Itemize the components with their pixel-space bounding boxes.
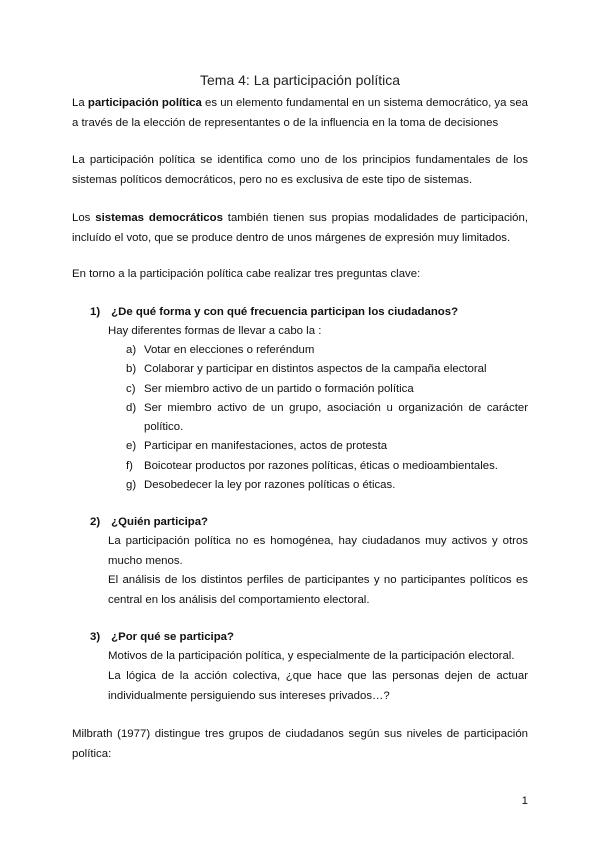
list-item xyxy=(108,476,528,495)
paragraph-4: En torno a la participación política cabe realizar tres preguntas clave: xyxy=(72,268,421,280)
list-item-text: Ser miembro activo de un partido o formación política xyxy=(144,382,414,395)
intro-post: es un elemento fundamental en un sistema democrático, ya sea a través de la elección de representantes o de la influencia en la toma de decisiones xyxy=(72,97,529,129)
question-2-text-2: El análisis de los distintos perfiles de participantes y no participantes políticos es central en los análisis del comportamiento electoral. xyxy=(108,574,528,606)
list-item xyxy=(108,399,528,438)
paragraph-3 xyxy=(72,208,528,248)
question-3-text-1: Motivos de la participación política, y especialmente de la participación electoral. xyxy=(108,650,515,662)
p3-post: también tienen sus propias modalidades de participación, incluído el voto, que se produce dentro de unos márgenes de expresión muy limitados. xyxy=(72,212,529,244)
paragraph-2: La participación política se identifica como uno de los principios fundamentales de los sistemas políticos democráticos, pero no es exclusiva de este tipo de sistemas. xyxy=(72,154,528,186)
intro-bold-term: participación política xyxy=(87,97,202,109)
question-1-intro: Hay diferentes formas de llevar a cabo la : xyxy=(108,325,322,337)
list-item xyxy=(108,380,528,399)
list-item-text: Participar en manifestaciones, actos de protesta xyxy=(144,440,388,453)
list-marker: a) xyxy=(126,344,137,356)
page-title: Tema 4: La participación política xyxy=(200,72,400,88)
paragraph-5: Milbrath (1977) distingue tres grupos de ciudadanos según sus niveles de participación política: xyxy=(72,728,528,760)
question-1-heading xyxy=(90,302,530,322)
question-3-text-2: La lógica de la acción colectiva, ¿que hace que las personas dejen de actuar individualmente persiguiendo sus intereses privados…? xyxy=(108,670,528,702)
list-item xyxy=(108,457,528,476)
list-item xyxy=(108,341,528,360)
list-item-text: Boicotear productos por razones políticas, éticas o medioambientales. xyxy=(144,459,498,472)
question-3-text: ¿Por qué se participa? xyxy=(111,631,234,643)
p3-bold-term: sistemas democráticos xyxy=(95,212,223,224)
list-item-text: Votar en elecciones o referéndum xyxy=(144,344,315,356)
list-item xyxy=(108,360,528,379)
list-marker: e) xyxy=(126,440,137,453)
list-marker: c) xyxy=(126,382,136,395)
question-2-number: 2) xyxy=(90,516,101,528)
list-marker: f) xyxy=(126,459,133,472)
question-3-heading xyxy=(90,627,530,647)
list-marker: g) xyxy=(126,479,137,492)
list-marker: b) xyxy=(126,363,137,376)
question-3-number: 3) xyxy=(90,631,101,643)
question-1-text: ¿De qué forma y con qué frecuencia participan los ciudadanos? xyxy=(111,306,459,318)
list-item-text: Colaborar y participar en distintos aspectos de la campaña electoral xyxy=(144,363,487,376)
intro-pre: La xyxy=(72,97,88,109)
question-2-heading xyxy=(90,512,530,532)
question-1-number: 1) xyxy=(90,306,101,318)
question-2-text: ¿Quién participa? xyxy=(111,516,209,528)
p3-pre: Los xyxy=(72,212,96,224)
question-2-text-1: La participación política no es homogénea, hay ciudadanos muy activos y otros mucho menos. xyxy=(108,535,528,567)
list-item-text: Desobedecer la ley por razones políticas o éticas. xyxy=(144,479,396,492)
page-number: 1 xyxy=(521,795,528,807)
forms-list xyxy=(108,341,528,495)
list-marker: d) xyxy=(126,401,137,414)
list-item xyxy=(108,437,528,456)
intro-paragraph xyxy=(72,93,528,133)
list-item-text: Ser miembro activo de un grupo, asociación u organización de carácter político. xyxy=(144,401,528,434)
